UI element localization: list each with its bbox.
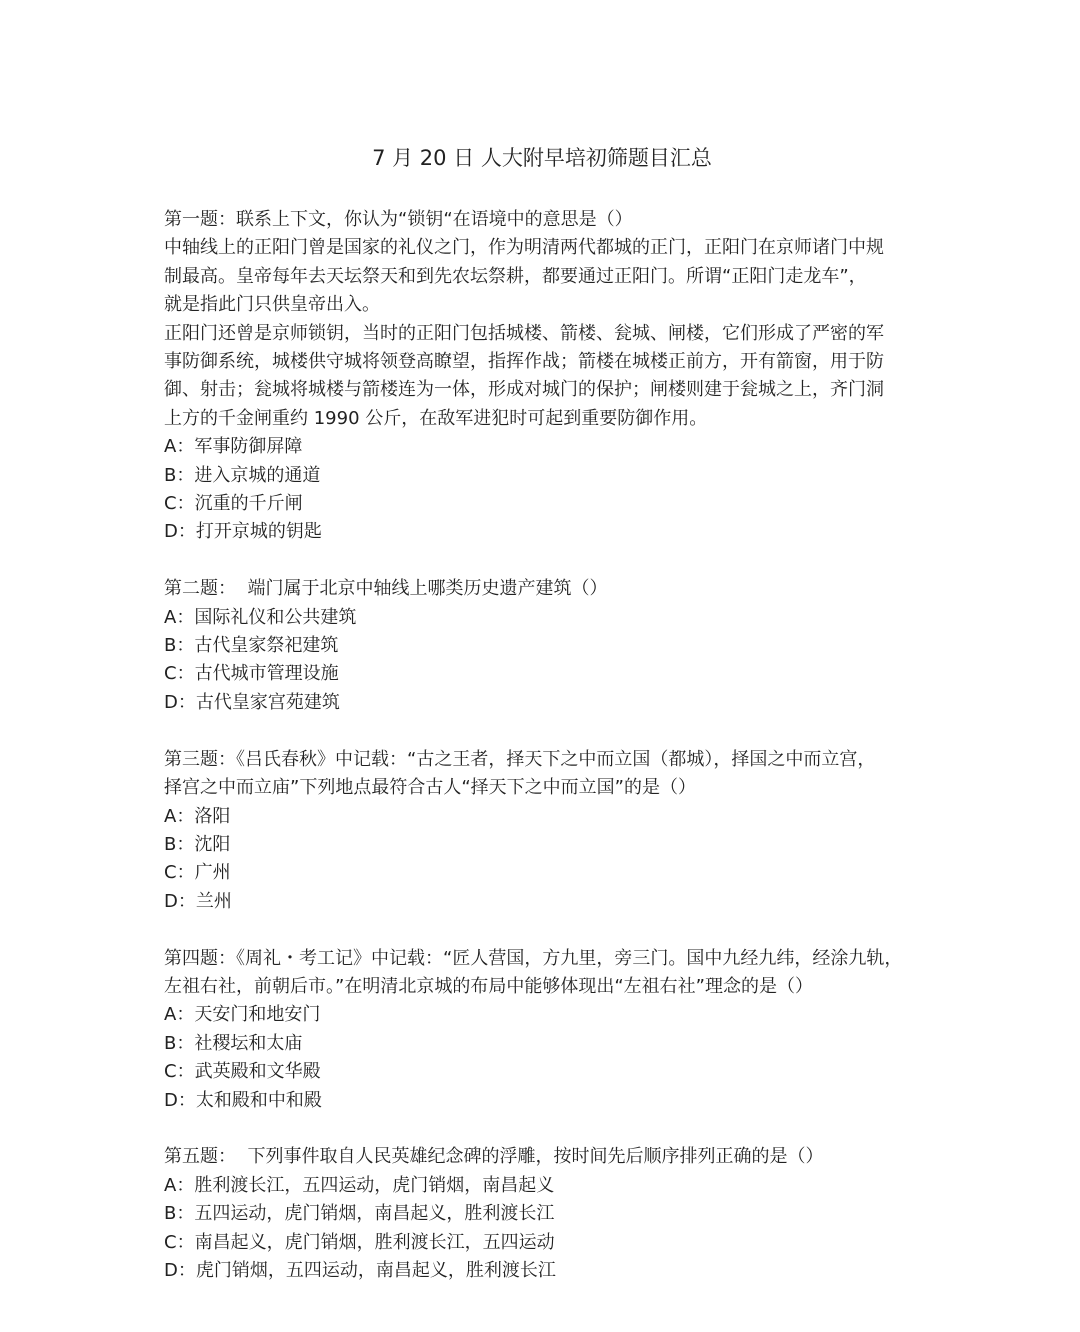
option-b: B：五四运动，虎门销烟，南昌起义，胜利渡长江 [164,1203,555,1225]
passage-line: 正阳门还曾是京师锁钥，当时的正阳门包括城楼、箭楼、瓮城、闸楼，它们形成了严密的军 [164,322,884,344]
option-c: C：沉重的千斤闸 [164,493,303,515]
option-d: D：兰州 [164,890,232,912]
question-3 [164,746,920,916]
question-2 [164,575,920,717]
question-text-line: 左祖右社，前朝后市。”在明清北京城的布局中能够体现出“左祖右社”理念的是（） [164,975,813,997]
option-b: B：古代皇家祭祀建筑 [164,635,339,657]
passage-line: 事防御系统，城楼供守城将领登高瞭望，指挥作战；箭楼在城楼正前方，开有箭窗，用于防 [164,351,884,373]
option-c: C：广州 [164,862,231,884]
passage-line: 御、射击；瓮城将城楼与箭楼连为一体，形成对城门的保护；闸楼则建于瓮城之上，齐门洞 [164,379,884,401]
question-text-line: 择宫之中而立庙”下列地点最符合古人“择天下之中而立国”的是（） [164,777,696,799]
passage-line: 就是指此门只供皇帝出入。 [164,294,380,316]
option-a: A：天安门和地安门 [164,1004,321,1026]
page-title: 7 月 20 日 人大附早培初筛题目汇总 [372,146,712,170]
option-b: B：沈阳 [164,833,231,855]
option-a: A：洛阳 [164,805,231,827]
question-text-line: 第四题：《周礼・考工记》中记载：“匠人营国，方九里，旁三门。国中九经九纬，经涂九轨， [164,947,903,969]
question-text-line: 第二题： 端门属于北京中轴线上哪类历史遗产建筑（） [164,578,608,600]
question-text-line: 第三题：《吕氏春秋》中记载：“古之王者，择天下之中而立国（都城），择国之中而立宫， [164,748,876,770]
question-text-line: 第一题：联系上下文，你认为“锁钥“在语境中的意思是（） [164,209,633,230]
option-a: A：军事防御屏障 [164,436,303,458]
question-4 [164,945,920,1115]
passage-line: 中轴线上的正阳门曾是国家的礼仪之门，作为明清两代都城的正门，正阳门在京师诸门中规 [164,237,884,259]
option-b: B：进入京城的通道 [164,464,321,486]
option-a: A：国际礼仪和公共建筑 [164,606,357,628]
option-c: C：古代城市管理设施 [164,663,339,685]
question-1 [164,206,920,547]
option-c: C：武英殿和文华殿 [164,1061,321,1083]
question-text-line: 第五题： 下列事件取自人民英雄纪念碑的浮雕，按时间先后顺序排列正确的是（） [164,1146,824,1168]
option-a: A：胜利渡长江，五四运动，虎门销烟，南昌起义 [164,1174,555,1196]
option-d: D：虎门销烟，五四运动，南昌起义，胜利渡长江 [164,1259,556,1281]
option-c: C：南昌起义，虎门销烟，胜利渡长江，五四运动 [164,1231,555,1253]
question-5 [164,1143,920,1285]
passage-line: 制最高。皇帝每年去天坛祭天和到先农坛祭耕，都要通过正阳门。所谓“正阳门走龙车”， [164,265,867,287]
option-d: D：打开京城的钥匙 [164,521,322,543]
option-b: B：社稷坛和太庙 [164,1032,303,1054]
option-d: D：太和殿和中和殿 [164,1089,322,1111]
option-d: D：古代皇家宫苑建筑 [164,691,340,713]
passage-line: 上方的千金闸重约 1990 公斤，在敌军进犯时可起到重要防御作用。 [164,407,708,429]
